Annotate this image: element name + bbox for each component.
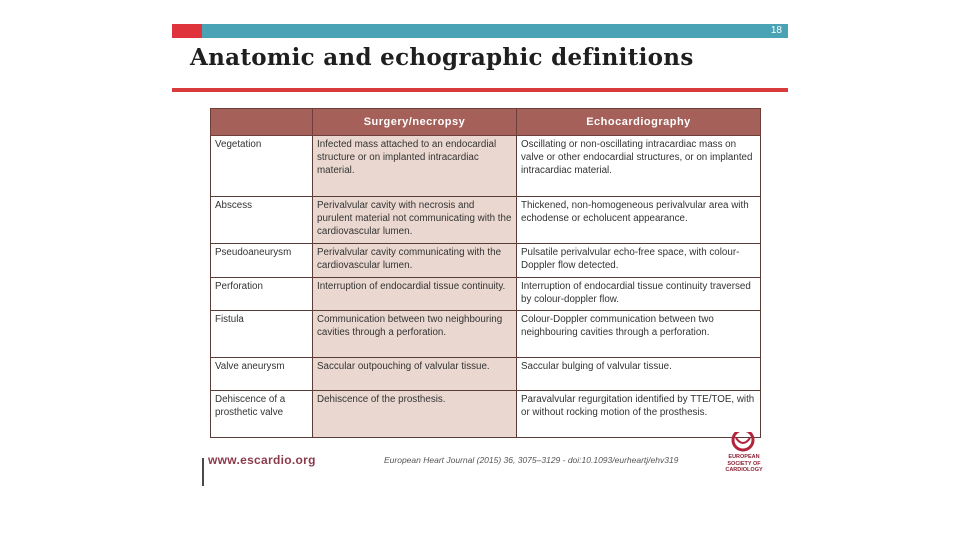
slide-number: 18 <box>770 25 782 36</box>
website-link[interactable]: www.escardio.org <box>208 453 316 467</box>
definitions-table <box>210 108 761 438</box>
surgery-cell: Interruption of endocardial tissue continuity. <box>313 278 517 311</box>
top-bar-accent <box>172 24 202 38</box>
term-cell: Pseudoaneurysm <box>211 244 313 278</box>
surgery-cell: Saccular outpouching of valvular tissue. <box>313 358 517 391</box>
footer-accent-bar <box>202 458 204 486</box>
echo-cell: Colour-Doppler communication between two neighbouring cavities through a perforation. <box>517 311 761 358</box>
table-row <box>211 391 761 438</box>
table-header-row <box>211 109 761 136</box>
echo-cell: Saccular bulging of valvular tissue. <box>517 358 761 391</box>
slide-title: Anatomic and echographic definitions <box>190 44 694 71</box>
table-row <box>211 278 761 311</box>
term-cell: Vegetation <box>211 136 313 197</box>
esc-logo-text: EUROPEAN SOCIETY OF CARDIOLOGY <box>725 454 763 473</box>
echo-cell: Oscillating or non-oscillating intracardiac mass on valve or other endocardial structures, or on implanted intracardiac material. <box>517 136 761 197</box>
table-row <box>211 136 761 197</box>
echo-cell: Paravalvular regurgitation identified by TTE/TOE, with or without rocking motion of the prosthesis. <box>517 391 761 438</box>
top-bar <box>202 24 788 38</box>
echo-cell: Thickened, non-homogeneous perivalvular area with echodense or echolucent appearance. <box>517 197 761 244</box>
surgery-cell: Dehiscence of the prosthesis. <box>313 391 517 438</box>
header-term <box>211 109 313 136</box>
term-cell: Perforation <box>211 278 313 311</box>
header-surgery: Surgery/necropsy <box>313 109 517 136</box>
surgery-cell: Perivalvular cavity with necrosis and purulent material not communicating with the cardiovascular lumen. <box>313 197 517 244</box>
term-cell: Fistula <box>211 311 313 358</box>
surgery-cell: Communication between two neighbouring cavities through a perforation. <box>313 311 517 358</box>
table-row <box>211 358 761 391</box>
table-row <box>211 197 761 244</box>
citation: European Heart Journal (2015) 36, 3075–3129 - doi:10.1093/eurheartj/ehv319 <box>384 455 679 465</box>
title-divider <box>172 88 788 92</box>
table-row <box>211 311 761 358</box>
surgery-cell: Infected mass attached to an endocardial structure or on implanted intracardiac material. <box>313 136 517 197</box>
table-row <box>211 244 761 278</box>
term-cell: Abscess <box>211 197 313 244</box>
echo-cell: Pulsatile perivalvular echo-free space, with colour-Doppler flow detected. <box>517 244 761 278</box>
surgery-cell: Perivalvular cavity communicating with the cardiovascular lumen. <box>313 244 517 278</box>
header-echo: Echocardiography <box>517 109 761 136</box>
echo-cell: Interruption of endocardial tissue continuity traversed by colour-doppler flow. <box>517 278 761 311</box>
slide <box>172 24 788 486</box>
term-cell: Valve aneurysm <box>211 358 313 391</box>
term-cell: Dehiscence of a prosthetic valve <box>211 391 313 438</box>
